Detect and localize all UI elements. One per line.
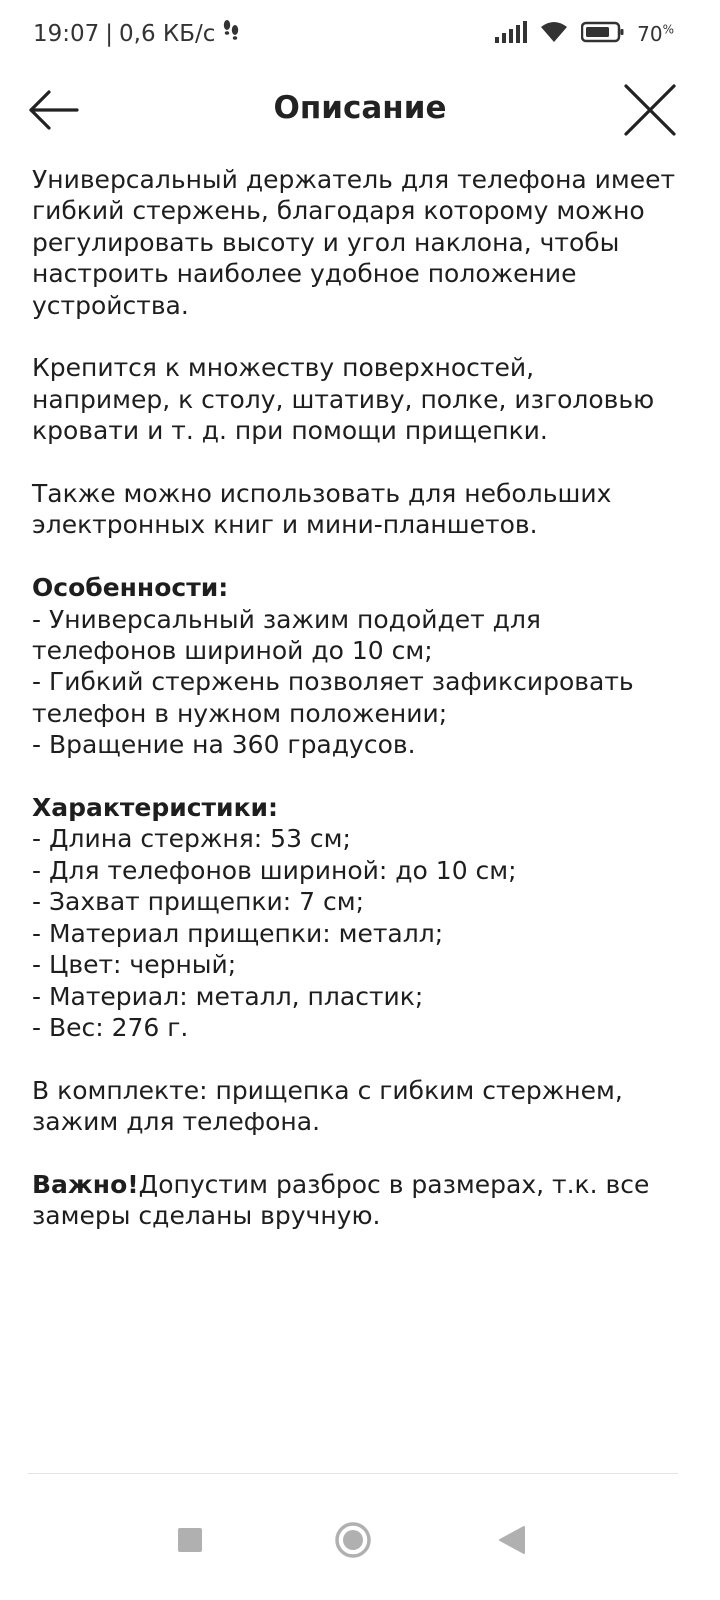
specs-line: - Материал прищепки: металл;: [32, 918, 444, 948]
specs-line: - Цвет: черный;: [32, 950, 237, 980]
features-line: телефон в нужном положении;: [32, 698, 448, 728]
battery-icon: [581, 21, 625, 47]
features-line: - Вращение на 360 градусов.: [32, 730, 416, 760]
network-speed: 0,6 КБ/с: [119, 21, 216, 47]
header: [0, 72, 720, 152]
status-left: [33, 18, 241, 50]
status-bar: [0, 0, 720, 72]
close-icon: [624, 84, 676, 136]
important-paragraph: [32, 1169, 692, 1232]
features-line: телефонов шириной до 10 см;: [32, 636, 433, 666]
status-time: 19:07: [33, 21, 100, 47]
package-line: В комплекте: прищепка с гибким стержнем,: [32, 1075, 623, 1105]
wifi-icon: [539, 20, 569, 48]
mount-line: например, к столу, штативу, полке, изголовью: [32, 384, 655, 414]
specs-line: - Вес: 276 г.: [32, 1012, 189, 1042]
features-section: [32, 572, 692, 760]
square-icon: [177, 1527, 203, 1553]
status-separator: |: [105, 21, 114, 47]
features-line: - Гибкий стержень позволяет зафиксировать: [32, 667, 634, 697]
important-label: Важно!: [32, 1169, 139, 1199]
battery-percent-unit: %: [662, 22, 674, 37]
recents-button[interactable]: [150, 1500, 230, 1580]
intro-line: настроить наиболее удобное положение: [32, 259, 577, 289]
mount-line: кровати и т. д. при помощи прищепки.: [32, 416, 548, 446]
system-nav-bar: [0, 1480, 720, 1600]
features-title: Особенности:: [32, 573, 229, 603]
intro-paragraph: [32, 164, 692, 321]
battery-percent-value: 70: [637, 22, 663, 46]
status-right: [495, 20, 674, 48]
intro-line: устройства.: [32, 290, 189, 320]
intro-line: регулировать высоту и угол наклона, чтобы: [32, 227, 620, 257]
footsteps-icon: [221, 18, 241, 50]
intro-line: Универсальный держатель для телефона имеет: [32, 165, 676, 194]
specs-section: [32, 792, 692, 1043]
close-button[interactable]: [624, 84, 676, 136]
triangle-icon: [498, 1525, 526, 1555]
specs-line: - Материал: металл, пластик;: [32, 981, 424, 1011]
description-text: [32, 164, 692, 1263]
intro-line: гибкий стержень, благодаря которому можно: [32, 196, 645, 226]
usage-line: Также можно использовать для небольших: [32, 479, 612, 509]
page-title: Описание: [273, 90, 447, 126]
important-line: [32, 1169, 692, 1200]
circle-icon: [334, 1521, 372, 1559]
specs-title: Характеристики:: [32, 793, 279, 823]
mount-paragraph: [32, 352, 692, 446]
important-text: Допустим разброс в размерах, т.к. все: [138, 1169, 650, 1199]
usage-line: электронных книг и мини-планшетов.: [32, 510, 538, 540]
mount-line: Крепится к множеству поверхностей,: [32, 353, 535, 383]
features-line: - Универсальный зажим подойдет для: [32, 604, 541, 634]
specs-line: - Длина стержня: 53 см;: [32, 824, 351, 854]
usage-paragraph: [32, 478, 692, 541]
important-line: замеры сделаны вручную.: [32, 1201, 381, 1231]
specs-line: - Для телефонов шириной: до 10 см;: [32, 855, 517, 885]
package-paragraph: [32, 1075, 692, 1138]
package-line: зажим для телефона.: [32, 1107, 321, 1137]
system-back-button[interactable]: [472, 1500, 552, 1580]
home-button[interactable]: [313, 1500, 393, 1580]
specs-line: - Захват прищепки: 7 см;: [32, 887, 365, 917]
nav-divider: [28, 1473, 678, 1474]
signal-icon: [495, 21, 527, 47]
battery-level: [637, 22, 674, 46]
